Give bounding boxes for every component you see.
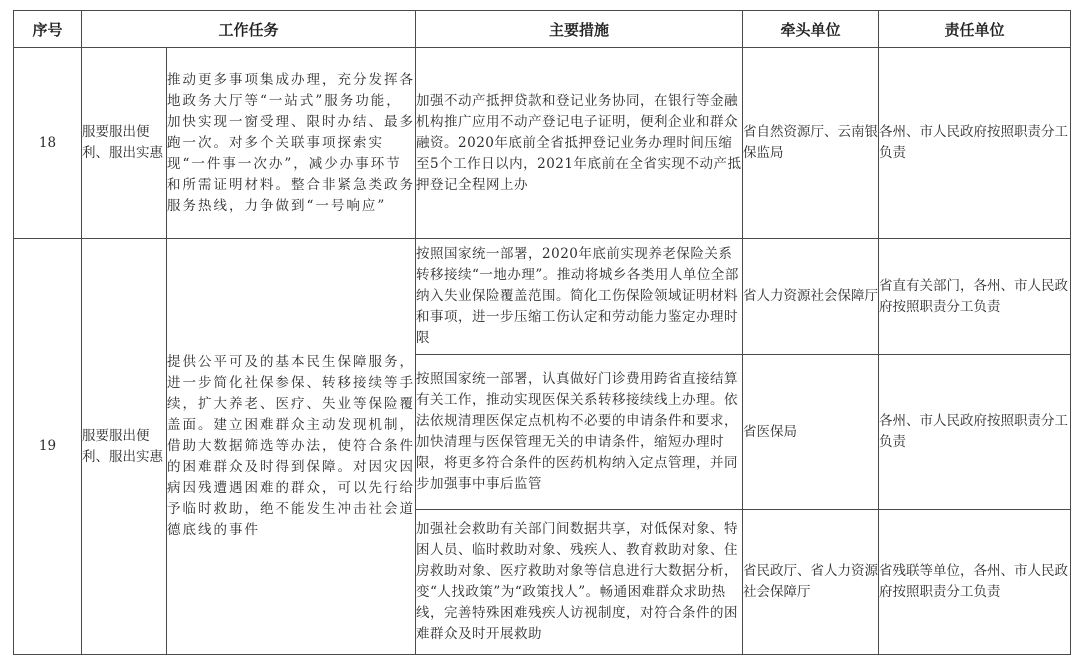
row-lead-unit: 省医保局 xyxy=(743,355,879,510)
header-task: 工作任务 xyxy=(82,11,416,48)
header-lead: 牵头单位 xyxy=(743,11,879,48)
table-row xyxy=(14,239,1071,355)
row-responsible-unit: 省残联等单位，各州、市人民政府按照职责分工负责 xyxy=(879,510,1071,655)
row-task: 推动更多事项集成办理，充分发挥各地政务大厅等“一站式”服务功能，加快实现一窗受理、限时办结、最多跑一次。对多个关联事项探索实现“一件事一次办”，减少办事环节和所需证明材料。整合非紧急类政务服务热线，力争做到“一号响应” xyxy=(167,48,416,239)
row-seq: 19 xyxy=(14,239,82,655)
row-task: 提供公平可及的基本民生保障服务，进一步简化社保参保、转移接续等手续，扩大养老、医疗、失业等保险覆盖面。建立困难群众主动发现机制，借助大数据筛选等办法，使符合条件的困难群众及时得到保障。对因灾因病因残遭遇困难的群众，可以先行给予临时救助，绝不能发生冲击社会道德底线的事件 xyxy=(167,239,416,655)
table-header-row xyxy=(14,11,1071,48)
row-category: 服要服出便利、服出实惠 xyxy=(82,239,167,655)
policy-task-table xyxy=(13,10,1071,655)
row-responsible-unit: 各州、市人民政府按照职责分工负责 xyxy=(879,48,1071,239)
row-measure: 加强不动产抵押贷款和登记业务协同，在银行等金融机构推广应用不动产登记电子证明，便利企业和群众融资。2020年底前全省抵押登记业务办理时间压缩至5个工作日以内，2021年底前在全省实现不动产抵押登记全程网上办 xyxy=(416,48,743,239)
table-row xyxy=(14,48,1071,239)
header-seq: 序号 xyxy=(14,11,82,48)
row-measure: 按照国家统一部署，认真做好门诊费用跨省直接结算有关工作，推动实现医保关系转移接续线上办理。依法依规清理医保定点机构不必要的申请条件和要求，加快清理与医保管理无关的申请条件，缩短办理时限，将更多符合条件的医药机构纳入定点管理，并同步加强事中事后监管 xyxy=(416,355,743,510)
row-measure: 按照国家统一部署，2020年底前实现养老保险关系转移接续“一地办理”。推动将城乡各类用人单位全部纳入失业保险覆盖范围。简化工伤保险领域证明材料和事项，进一步压缩工伤认定和劳动能力鉴定办理时限 xyxy=(416,239,743,355)
row-lead-unit: 省人力资源社会保障厅 xyxy=(743,239,879,355)
header-measures: 主要措施 xyxy=(416,11,743,48)
row-lead-unit: 省自然资源厅、云南银保监局 xyxy=(743,48,879,239)
row-measure: 加强社会救助有关部门间数据共享，对低保对象、特困人员、临时救助对象、残疾人、教育救助对象、住房救助对象、医疗救助对象等信息进行大数据分析，变“人找政策”为“政策找人”。畅通困难群众求助热线，完善特殊困难残疾人访视制度，对符合条件的困难群众及时开展救助 xyxy=(416,510,743,655)
header-responsible: 责任单位 xyxy=(879,11,1071,48)
row-seq: 18 xyxy=(14,48,82,239)
row-lead-unit: 省民政厅、省人力资源社会保障厅 xyxy=(743,510,879,655)
row-responsible-unit: 各州、市人民政府按照职责分工负责 xyxy=(879,355,1071,510)
row-category: 服要服出便利、服出实惠 xyxy=(82,48,167,239)
row-responsible-unit: 省直有关部门，各州、市人民政府按照职责分工负责 xyxy=(879,239,1071,355)
